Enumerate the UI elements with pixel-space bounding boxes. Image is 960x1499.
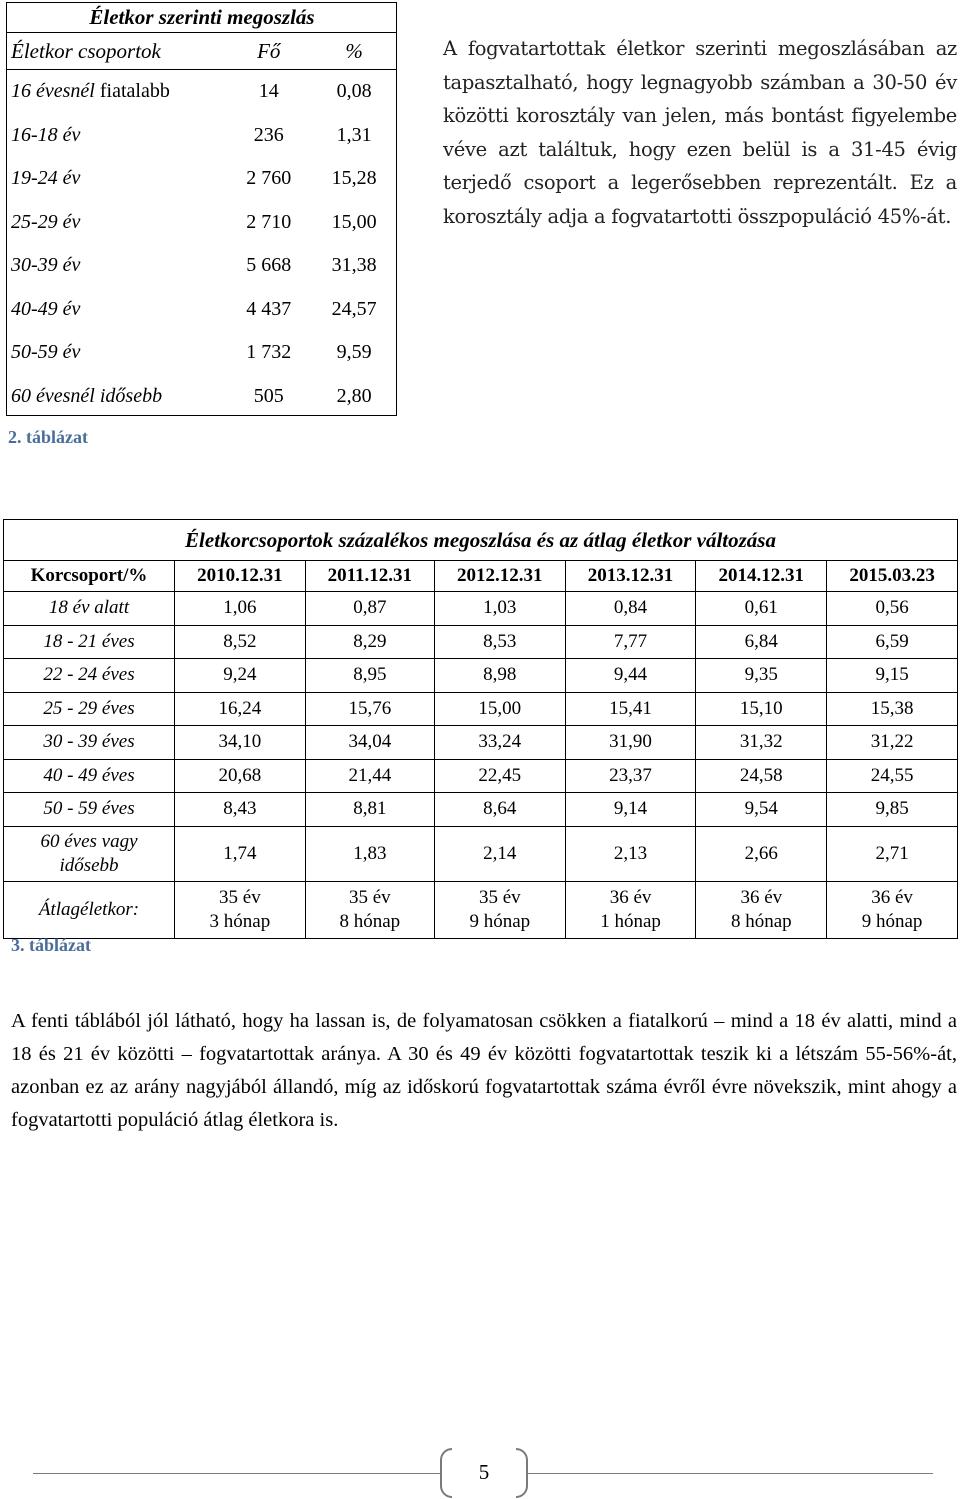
cell-value: 9,15 — [827, 659, 958, 693]
cell-value: 8,43 — [175, 793, 306, 827]
cell-value: 8,52 — [175, 625, 306, 659]
cell-value: 1,74 — [175, 826, 306, 881]
table-title: Életkorcsoportok százalékos megoszlása és az átlag életkor változása — [4, 520, 958, 561]
table-row — [7, 157, 397, 201]
table-header-row — [4, 561, 958, 592]
page-number: 5 — [478, 1460, 490, 1484]
table-title-row — [7, 3, 397, 33]
table-row — [4, 592, 958, 626]
row-count: 5 668 — [246, 254, 292, 277]
row-label: 22 - 24 éves — [4, 659, 175, 693]
row-count: 2 710 — [246, 210, 292, 233]
conclusion-paragraph: A fenti táblából jól látható, hogy ha lassan is, de folyamatosan csökken a fiatalkorú – mind a 18 év alatti, mind a 18 és 21 év közötti – fogvatartottak aránya. A 30 és 49 év közötti fogvatartottak teszik ki a létszám 55-56%-át, azonban ez az arány nagyjából állandó, míg az időskorú fogvatartottak száma évről évre növekszik, mint ahogy a fogvatartotti populáció átlag életkora is. — [11, 1010, 957, 1131]
intro-paragraph: A fogvatartottak életkor szerinti megoszlásában az tapasztalható, hogy legnagyobb számban a 30-50 év közötti korosztály van jelen, más bontást figyelembe véve azt találtuk, hogy ezen belül is a 31-45 évig terjedő csoport a legerősebben reprezentált. Ez a korosztály adja a fogvatartotti összpopuláció 45%-át. — [443, 37, 957, 228]
table-row — [7, 201, 397, 245]
cell-value: 1,06 — [175, 592, 306, 626]
cell-value: 23,37 — [565, 759, 696, 793]
table-row — [4, 759, 958, 793]
cell-value: 34,04 — [305, 726, 434, 760]
header-count: Fő — [226, 33, 311, 70]
table-row — [4, 726, 958, 760]
row-label: 19-24 év — [11, 167, 81, 190]
average-age-cell: 36 év 1 hónap — [565, 881, 696, 938]
table-row — [4, 625, 958, 659]
cell-value: 15,10 — [696, 692, 827, 726]
header-date: 2013.12.31 — [565, 561, 696, 592]
header-age-groups: Életkor csoportok — [7, 33, 226, 70]
row-count: 505 — [253, 384, 284, 407]
row-label: 60 éves vagy idősebb — [4, 826, 175, 881]
row-label: 30 - 39 éves — [4, 726, 175, 760]
row-label: 40-49 év — [11, 297, 81, 320]
table-2-caption: 2. táblázat — [8, 427, 88, 447]
row-label: 18 - 21 éves — [4, 625, 175, 659]
cell-value: 33,24 — [434, 726, 565, 760]
cell-value: 0,56 — [827, 592, 958, 626]
cell-value: 22,45 — [434, 759, 565, 793]
table-title-row — [4, 520, 958, 561]
row-percent: 24,57 — [331, 297, 377, 320]
row-count: 14 — [258, 80, 279, 103]
cell-value: 2,14 — [434, 826, 565, 881]
row-label: 50 - 59 éves — [4, 793, 175, 827]
average-age-cell: 36 év 9 hónap — [827, 881, 958, 938]
cell-value: 24,55 — [827, 759, 958, 793]
cell-value: 31,32 — [696, 726, 827, 760]
header-date: 2012.12.31 — [434, 561, 565, 592]
cell-value: 1,03 — [434, 592, 565, 626]
row-label: 25 - 29 éves — [4, 692, 175, 726]
header-date: 2011.12.31 — [305, 561, 434, 592]
table-row — [7, 375, 397, 419]
row-percent: 31,38 — [331, 254, 377, 277]
cell-value: 15,76 — [305, 692, 434, 726]
cell-value: 9,85 — [827, 793, 958, 827]
cell-value: 1,83 — [305, 826, 434, 881]
header-date: 2014.12.31 — [696, 561, 827, 592]
row-label: 18 év alatt — [4, 592, 175, 626]
row-label: 30-39 év — [11, 254, 81, 277]
cell-value: 0,87 — [305, 592, 434, 626]
cell-value: 6,84 — [696, 625, 827, 659]
table-row — [4, 793, 958, 827]
row-count: 236 — [253, 123, 284, 146]
table-3-caption: 3. táblázat — [11, 935, 91, 955]
cell-value: 8,29 — [305, 625, 434, 659]
row-percent: 9,59 — [336, 341, 372, 364]
header-age-group: Korcsoport/% — [4, 561, 175, 592]
table-row — [4, 659, 958, 693]
average-age-cell: 36 év 8 hónap — [696, 881, 827, 938]
row-count: 2 760 — [246, 167, 292, 190]
table-row — [7, 114, 397, 158]
average-age-row — [4, 881, 958, 938]
cell-value: 15,00 — [434, 692, 565, 726]
row-label: 50-59 év — [11, 341, 81, 364]
cell-value: 24,58 — [696, 759, 827, 793]
row-percent: 15,00 — [331, 210, 377, 233]
age-trend-table — [3, 519, 958, 939]
cell-value: 8,64 — [434, 793, 565, 827]
average-age-label: Átlagéletkor: — [4, 881, 175, 938]
table-header-row — [7, 33, 397, 70]
cell-value: 2,66 — [696, 826, 827, 881]
cell-value: 15,38 — [827, 692, 958, 726]
row-percent: 1,31 — [336, 123, 372, 146]
cell-value: 9,35 — [696, 659, 827, 693]
cell-value: 16,24 — [175, 692, 306, 726]
header-date: 2015.03.23 — [827, 561, 958, 592]
row-percent: 0,08 — [336, 80, 372, 103]
table-row — [4, 826, 958, 881]
average-age-cell: 35 év 3 hónap — [175, 881, 306, 938]
cell-value: 8,95 — [305, 659, 434, 693]
row-label: 25-29 év — [11, 210, 81, 233]
cell-value: 0,84 — [565, 592, 696, 626]
cell-value: 20,68 — [175, 759, 306, 793]
age-distribution-table — [7, 3, 397, 418]
cell-value: 6,59 — [827, 625, 958, 659]
cell-value: 31,22 — [827, 726, 958, 760]
average-age-cell: 35 év 9 hónap — [434, 881, 565, 938]
row-label: 16-18 év — [11, 123, 81, 146]
row-label: 16 évesnél fiatalabb — [11, 80, 170, 103]
table-row — [7, 288, 397, 332]
cell-value: 2,13 — [565, 826, 696, 881]
row-label: 60 évesnél idősebb — [11, 384, 163, 407]
row-count: 4 437 — [246, 297, 292, 320]
cell-value: 34,10 — [175, 726, 306, 760]
cell-value: 9,14 — [565, 793, 696, 827]
cell-value: 8,53 — [434, 625, 565, 659]
cell-value: 0,61 — [696, 592, 827, 626]
cell-value: 2,71 — [827, 826, 958, 881]
header-date: 2010.12.31 — [175, 561, 306, 592]
cell-value: 31,90 — [565, 726, 696, 760]
table-row — [7, 244, 397, 288]
cell-value: 9,44 — [565, 659, 696, 693]
average-age-cell: 35 év 8 hónap — [305, 881, 434, 938]
cell-value: 15,41 — [565, 692, 696, 726]
row-percent: 2,80 — [336, 384, 372, 407]
table-title: Életkor szerinti megoszlás — [7, 3, 397, 33]
row-percent: 15,28 — [331, 167, 377, 190]
table-row — [7, 331, 397, 375]
row-label: 40 - 49 éves — [4, 759, 175, 793]
row-count: 1 732 — [246, 341, 292, 364]
cell-value: 9,54 — [696, 793, 827, 827]
cell-value: 8,81 — [305, 793, 434, 827]
cell-value: 21,44 — [305, 759, 434, 793]
cell-value: 8,98 — [434, 659, 565, 693]
cell-value: 7,77 — [565, 625, 696, 659]
header-percent: % — [311, 33, 397, 70]
cell-value: 9,24 — [175, 659, 306, 693]
table-row — [7, 70, 397, 114]
table-row — [4, 692, 958, 726]
